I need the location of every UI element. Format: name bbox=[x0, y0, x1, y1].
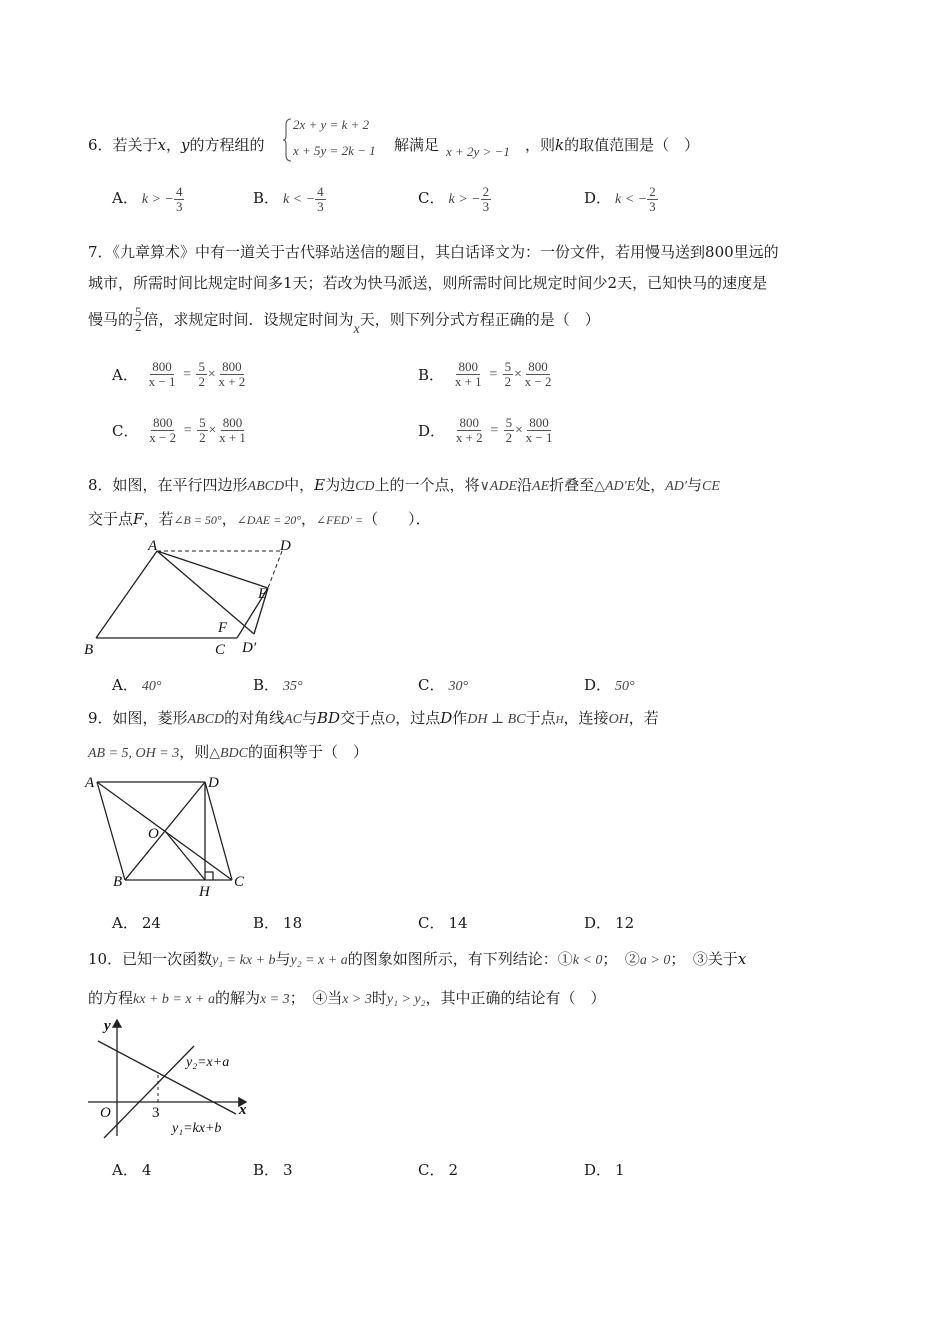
label-o: O bbox=[100, 1105, 111, 1121]
q6-post2: 的取值范围是（ ） bbox=[564, 136, 700, 154]
option-label: B． bbox=[253, 676, 280, 694]
q9-ac: AC bbox=[284, 712, 303, 727]
option-label: D． bbox=[584, 676, 612, 694]
frac-2 bbox=[197, 416, 208, 444]
frac-num: 2 bbox=[482, 184, 490, 199]
option-label: A． bbox=[112, 1161, 138, 1179]
q7-line-3 bbox=[88, 305, 600, 338]
equals-sign: = bbox=[182, 367, 192, 383]
q10-func-2: y₂ = x + a bbox=[290, 953, 348, 968]
q8-sep: ， bbox=[221, 510, 237, 528]
option-value: 12 bbox=[615, 914, 635, 932]
q10-text: ，其中正确的结论有（ ） bbox=[425, 989, 606, 1007]
right-angle-mark bbox=[205, 872, 213, 880]
q9-condition: AB = 5, OH = 3 bbox=[88, 746, 180, 761]
q8-line-2 bbox=[88, 508, 431, 529]
edge-ae bbox=[157, 551, 268, 588]
option-label: D． bbox=[584, 1161, 612, 1179]
frac-num: 800 bbox=[529, 415, 549, 430]
frac-den: 2 bbox=[199, 429, 206, 445]
q7-line3b: 倍，求规定时间．设规定时间为 bbox=[143, 310, 354, 329]
option-label: B． bbox=[253, 1161, 280, 1179]
label-b: B bbox=[113, 874, 123, 890]
frac-num: 800 bbox=[152, 415, 173, 430]
q8-ce: CE bbox=[701, 479, 720, 494]
option-lhs: k > − bbox=[141, 192, 174, 208]
q9-text: ，连接 bbox=[563, 709, 609, 727]
label-3: 3 bbox=[152, 1105, 160, 1121]
frac-den: 3 bbox=[649, 198, 656, 214]
edge-ab bbox=[96, 551, 157, 638]
q9-abcd: ABCD bbox=[187, 712, 225, 727]
q10-func-1: y₁ = kx + b bbox=[212, 953, 276, 968]
frac-den: x − 1 bbox=[525, 429, 553, 445]
label-x: x bbox=[239, 1102, 247, 1118]
label-b: B bbox=[84, 642, 94, 658]
q8-abcd: ABCD bbox=[247, 479, 285, 494]
q10-option-b[interactable] bbox=[253, 1159, 293, 1180]
frac-num: 4 bbox=[175, 184, 183, 199]
frac-2 bbox=[503, 360, 514, 388]
frac-num: 800 bbox=[222, 359, 242, 374]
option-label: A． bbox=[112, 676, 138, 694]
option-label: B． bbox=[418, 365, 445, 384]
q6-comma: ， bbox=[166, 136, 182, 154]
q8-text: 处， bbox=[635, 476, 666, 494]
frac-2 bbox=[196, 360, 207, 388]
label-o: O bbox=[148, 826, 159, 842]
q8-option-a[interactable] bbox=[112, 674, 161, 695]
option-fraction bbox=[315, 185, 326, 213]
q10-option-a[interactable] bbox=[112, 1159, 151, 1180]
option-value: 1 bbox=[615, 1161, 625, 1179]
frac-num: 2 bbox=[649, 184, 656, 199]
frac-1 bbox=[454, 416, 485, 444]
q6-text-mid: 的方程组的 bbox=[189, 136, 265, 154]
q9-text: ，过点 bbox=[395, 709, 441, 727]
frac-den: x − 1 bbox=[148, 373, 176, 389]
frac-num: 5 bbox=[199, 415, 206, 430]
label-e: E bbox=[258, 586, 268, 602]
q7-var-x: x bbox=[353, 322, 360, 338]
times-sign: × bbox=[513, 367, 523, 383]
option-label: A． bbox=[112, 365, 138, 384]
q6-option-b[interactable] bbox=[253, 185, 326, 213]
q8-text: （ ）． bbox=[363, 510, 431, 528]
q6-var-k: k bbox=[555, 136, 565, 154]
option-value: 35° bbox=[283, 679, 303, 694]
option-label: C． bbox=[418, 1161, 445, 1179]
q10-var-x: x bbox=[737, 950, 747, 968]
option-label: B． bbox=[253, 914, 280, 932]
frac-num: 5 bbox=[504, 359, 512, 374]
q8-text: 中， bbox=[284, 476, 315, 494]
frac-den: x + 1 bbox=[219, 429, 246, 445]
q6-text-post bbox=[525, 134, 699, 155]
label-d: D bbox=[280, 538, 291, 554]
q7-fraction-5-2 bbox=[133, 305, 144, 333]
q10-text: 10．已知一次函数 bbox=[88, 950, 213, 968]
q10-line-2 bbox=[88, 987, 606, 1008]
q9-h: H bbox=[555, 714, 564, 726]
q8-option-c[interactable] bbox=[418, 674, 468, 695]
q9-triangle-bdc: △BDC bbox=[209, 746, 249, 761]
frac-num: 5 bbox=[505, 415, 513, 430]
q10-equation: kx + b = x + a bbox=[133, 992, 215, 1007]
q9-option-d[interactable] bbox=[584, 912, 634, 933]
q9-text: ，若 bbox=[628, 709, 659, 727]
q9-text: 与 bbox=[302, 709, 318, 727]
option-value: 14 bbox=[448, 914, 468, 932]
line-y1 bbox=[98, 1041, 236, 1114]
q7-option-a[interactable] bbox=[112, 360, 247, 388]
q9-text: 交于点 bbox=[340, 709, 386, 727]
q6-var-y: y bbox=[181, 136, 190, 154]
q10-inequality: y₁ > y₂ bbox=[386, 992, 426, 1007]
q10-cond-2: a > 0 bbox=[639, 953, 671, 968]
q10-text: ； ② bbox=[602, 950, 640, 968]
q6-system-eq1: 2x + y = k + 2 bbox=[293, 117, 370, 132]
edge-dc bbox=[205, 782, 232, 880]
frac-den: x − 2 bbox=[524, 373, 552, 389]
times-sign: × bbox=[206, 367, 217, 383]
frac-den: 3 bbox=[482, 198, 490, 214]
q10-text: 的方程 bbox=[88, 989, 134, 1007]
label-c: C bbox=[234, 874, 245, 890]
frac-den: x + 2 bbox=[218, 373, 246, 389]
frac-2 bbox=[504, 416, 515, 444]
equals-sign: = bbox=[489, 423, 499, 439]
option-label: D． bbox=[584, 189, 612, 208]
q9-option-a[interactable] bbox=[112, 912, 161, 933]
label-y2: y₂=x+a bbox=[186, 1055, 230, 1070]
edge-adp bbox=[157, 551, 254, 634]
times-sign: × bbox=[207, 423, 218, 439]
frac-num: 800 bbox=[152, 359, 172, 374]
q9-line-2 bbox=[88, 741, 368, 762]
q8-text: ，若 bbox=[143, 510, 174, 528]
option-value: 3 bbox=[283, 1161, 293, 1179]
times-sign: × bbox=[514, 423, 524, 439]
option-lhs: k > − bbox=[448, 192, 481, 208]
option-label: C． bbox=[112, 421, 139, 440]
q7-line-1: 7．《九章算术》中有一道关于古代驿站送信的题目，其白话译文为：一份文件，若用慢马送到800里远的 bbox=[88, 243, 779, 261]
q10-cond-1: k < 0 bbox=[572, 953, 603, 968]
frac-1 bbox=[147, 360, 178, 388]
label-y1: y₁=kx+b bbox=[172, 1121, 222, 1136]
q8-line-1 bbox=[88, 474, 720, 495]
q6-system-brace bbox=[283, 117, 293, 163]
frac-num: 800 bbox=[458, 359, 478, 374]
option-fraction bbox=[481, 185, 492, 213]
q8-point-f: F bbox=[133, 510, 144, 528]
frac-num: 5 bbox=[135, 304, 142, 319]
label-c: C bbox=[215, 642, 226, 658]
frac-3 bbox=[216, 360, 247, 388]
q6-system-eq2: x + 5y = 2k − 1 bbox=[293, 143, 376, 158]
frac-den: 3 bbox=[317, 198, 324, 214]
q7-line-2: 城市，所需时间比规定时间多1天；若改为快马派送，则所需时间比规定时间少2天，已知快马的速度是 bbox=[88, 274, 768, 292]
q10-solution: x = 3 bbox=[260, 992, 290, 1007]
q10-text: 的图象如图所示，有下列结论：① bbox=[347, 950, 573, 968]
frac-den: x + 2 bbox=[455, 429, 483, 445]
q9-oh: OH bbox=[608, 712, 629, 727]
q10-text: ； ④当 bbox=[289, 989, 343, 1007]
option-label: A． bbox=[112, 914, 138, 932]
label-y: y bbox=[104, 1018, 111, 1034]
q9-text: 的面积等于（ ） bbox=[248, 743, 369, 761]
label-f: F bbox=[218, 620, 228, 636]
label-h: H bbox=[199, 884, 210, 900]
q10-option-d[interactable] bbox=[584, 1159, 625, 1180]
option-label: A． bbox=[112, 189, 138, 208]
label-a: A bbox=[148, 538, 158, 554]
frac-den: 2 bbox=[198, 373, 205, 389]
q10-line-1 bbox=[88, 948, 746, 969]
q9-figure bbox=[82, 770, 262, 900]
q6-condition: x + 2y > −1 bbox=[446, 144, 510, 159]
q8-cd: CD bbox=[355, 479, 375, 494]
q8-figure bbox=[82, 536, 322, 660]
q9-text: 的对角线 bbox=[224, 709, 285, 727]
q9-text: 9．如图，菱形 bbox=[88, 709, 188, 727]
option-value: 24 bbox=[141, 914, 161, 932]
q7-option-c[interactable] bbox=[112, 416, 248, 444]
q10-text: 时 bbox=[371, 989, 387, 1007]
q9-text: 作 bbox=[452, 709, 468, 727]
frac-3 bbox=[524, 416, 555, 444]
frac-den: 2 bbox=[135, 318, 142, 334]
q8-angle-b: ∠B = 50° bbox=[173, 513, 222, 527]
q9-o: O bbox=[385, 712, 396, 727]
q7-line3c: 天，则下列分式方程正确的是（ ） bbox=[359, 310, 600, 329]
q8-text: 折叠至 bbox=[549, 476, 595, 494]
equals-sign: = bbox=[182, 423, 193, 439]
q6-var-x: x bbox=[157, 136, 167, 154]
q9-perp: DH ⊥ BC bbox=[467, 712, 526, 727]
q6-text-mid2: 解满足 bbox=[394, 136, 440, 154]
edge-ab bbox=[97, 782, 125, 880]
q6-option-c[interactable] bbox=[418, 185, 491, 213]
frac-den: 3 bbox=[175, 198, 183, 214]
option-label: B． bbox=[253, 189, 280, 208]
option-value: 50° bbox=[615, 679, 635, 694]
q8-text: 交于点 bbox=[88, 510, 134, 528]
option-value: 30° bbox=[448, 679, 469, 694]
q10-text: 与 bbox=[275, 950, 291, 968]
option-value: 2 bbox=[448, 1161, 459, 1179]
q8-text: 与 bbox=[686, 476, 702, 494]
q8-adp: AD′ bbox=[665, 479, 687, 494]
frac-den: x − 2 bbox=[149, 429, 177, 445]
q8-option-d[interactable] bbox=[584, 674, 635, 695]
option-value: 4 bbox=[141, 1161, 152, 1179]
q8-sep: ， bbox=[301, 510, 317, 528]
q9-d: D bbox=[440, 709, 453, 727]
q7-line3a: 慢马的 bbox=[88, 310, 134, 329]
frac-1 bbox=[453, 360, 484, 388]
q9-option-b[interactable] bbox=[253, 912, 302, 933]
q8-ae: AE bbox=[532, 479, 550, 494]
frac-num: 800 bbox=[528, 359, 548, 374]
q8-angle-fed: ∠FED′ = bbox=[316, 513, 364, 527]
q10-text: 的解为 bbox=[215, 989, 261, 1007]
q8-text: 为边 bbox=[325, 476, 356, 494]
option-lhs: k < − bbox=[283, 192, 316, 208]
frac-num: 800 bbox=[222, 415, 243, 430]
q8-triangle-adpe: △AD′E bbox=[594, 479, 636, 494]
frac-3 bbox=[523, 360, 554, 388]
q8-point-e: E bbox=[314, 476, 326, 494]
q8-text: 上的一个点，将 bbox=[374, 476, 480, 494]
frac-den: 2 bbox=[504, 373, 512, 389]
label-dp: D′ bbox=[242, 640, 257, 656]
q8-option-b[interactable] bbox=[253, 674, 303, 695]
option-label: C． bbox=[418, 676, 445, 694]
option-label: C． bbox=[418, 914, 445, 932]
q6-stem bbox=[88, 134, 265, 155]
q10-condition: x > 3 bbox=[342, 992, 372, 1007]
option-value: 18 bbox=[283, 914, 303, 932]
frac-den: x + 1 bbox=[454, 373, 482, 389]
q10-option-c[interactable] bbox=[418, 1159, 458, 1180]
frac-num: 800 bbox=[459, 415, 479, 430]
option-fraction bbox=[174, 185, 185, 213]
q10-text: ； ③关于 bbox=[670, 950, 738, 968]
frac-num: 4 bbox=[317, 184, 324, 199]
q8-angle-dae: ∠DAE = 20° bbox=[236, 513, 302, 527]
q9-text: ，则 bbox=[179, 743, 210, 761]
option-fraction bbox=[647, 185, 658, 213]
frac-1 bbox=[147, 416, 178, 444]
q8-text: 8．如图，在平行四边形 bbox=[88, 476, 248, 494]
q8-text: 沿 bbox=[517, 476, 533, 494]
option-lhs: k < − bbox=[615, 192, 648, 208]
q9-option-c[interactable] bbox=[418, 912, 468, 933]
label-d: D bbox=[208, 775, 219, 791]
q10-figure bbox=[84, 1014, 264, 1144]
q6-option-a[interactable] bbox=[112, 185, 184, 213]
label-a: A bbox=[85, 775, 95, 791]
equals-sign: = bbox=[488, 367, 498, 383]
frac-3 bbox=[217, 416, 248, 444]
q9-text: 于点 bbox=[525, 709, 556, 727]
q8-triangle-ade: ∨ADE bbox=[479, 479, 518, 494]
option-label: C． bbox=[418, 189, 445, 208]
q7-option-d[interactable] bbox=[418, 416, 554, 444]
q9-bd: BD bbox=[317, 709, 341, 727]
q6-post1: ，则 bbox=[525, 136, 556, 154]
option-value: 40° bbox=[141, 679, 162, 694]
option-label: D． bbox=[418, 421, 446, 440]
frac-num: 5 bbox=[198, 359, 205, 374]
option-label: D． bbox=[584, 914, 612, 932]
q9-line-1 bbox=[88, 707, 659, 728]
q6-option-d[interactable] bbox=[584, 185, 658, 213]
q6-text-pre: 6．若关于 bbox=[88, 136, 158, 154]
edge-de-dashed bbox=[268, 551, 282, 588]
frac-den: 2 bbox=[505, 429, 513, 445]
q7-option-b[interactable] bbox=[418, 360, 553, 388]
